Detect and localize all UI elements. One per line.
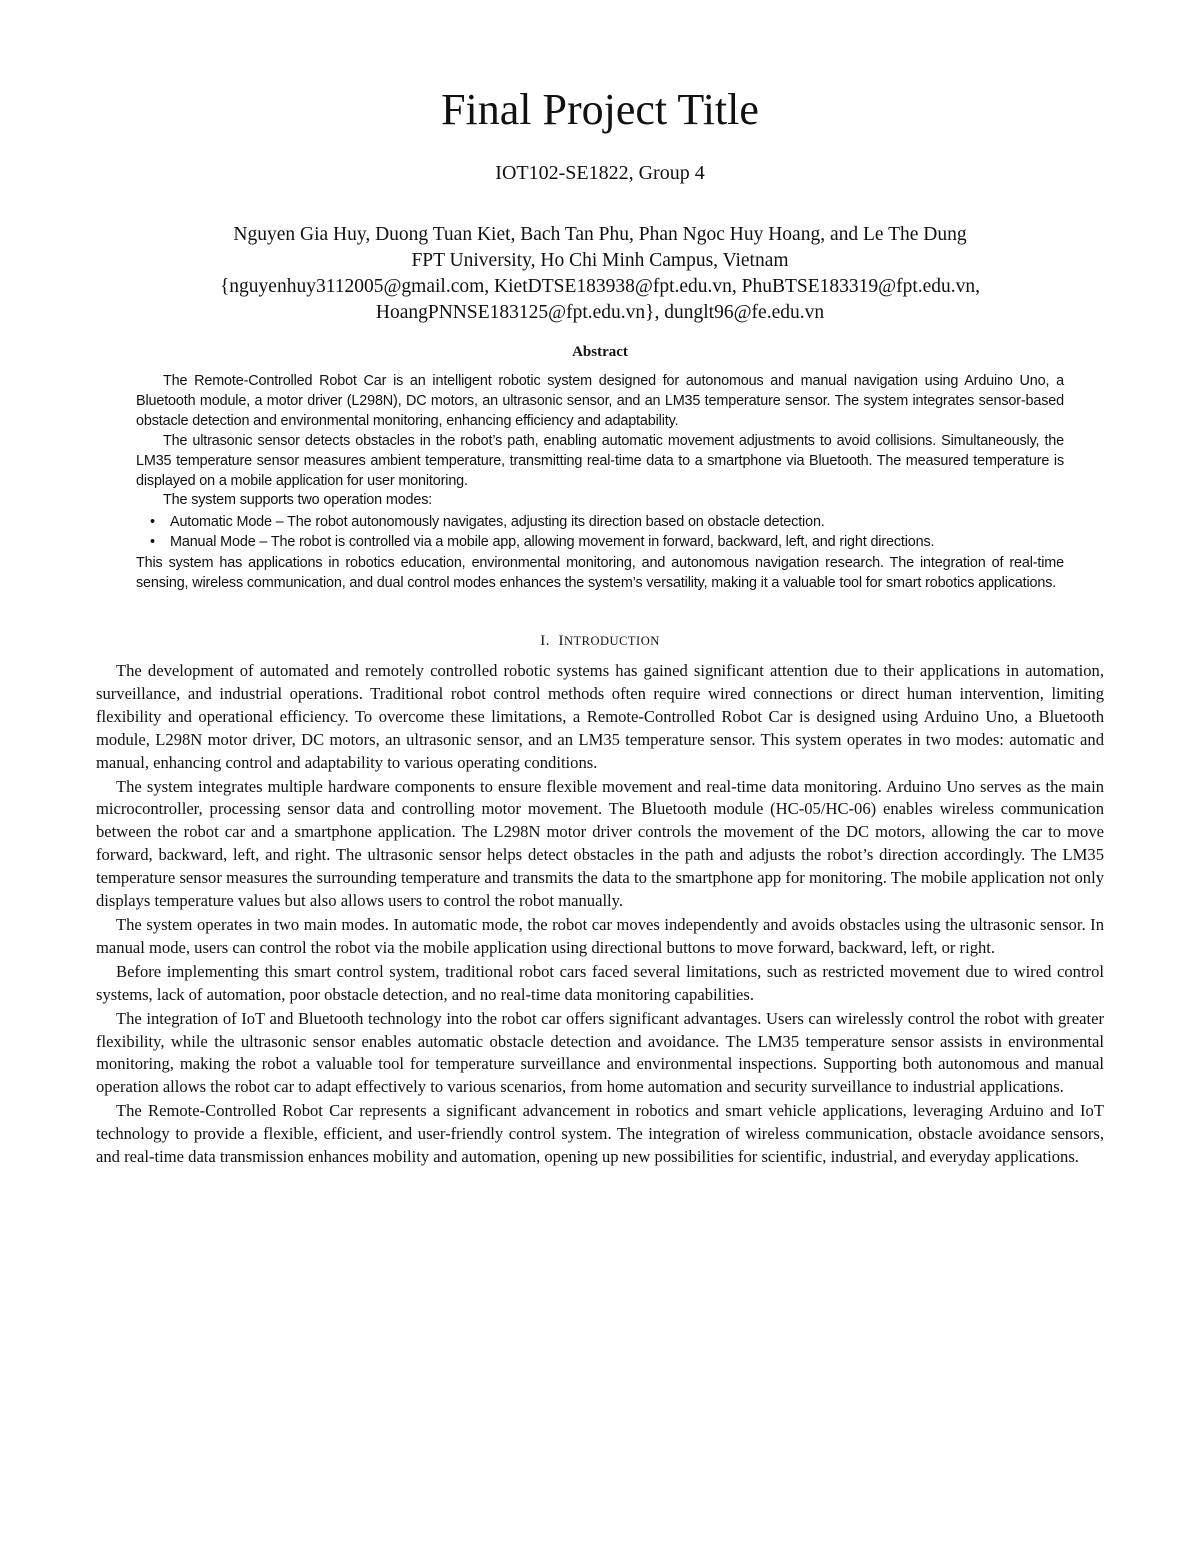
- section-title-initial: I: [558, 633, 564, 649]
- section-heading-introduction: [0, 630, 1200, 652]
- intro-paragraph-3: The system operates in two main modes. In automatic mode, the robot car moves independently and avoids obstacles using the ultrasonic sensor. In manual mode, users can control the robot via the mobile application using directional buttons to move forward, backward, left, or right.: [96, 914, 1104, 957]
- abstract-heading: Abstract: [572, 344, 628, 360]
- abstract-body: [136, 372, 1064, 594]
- introduction-body: [96, 660, 1104, 1170]
- section-number: I.: [540, 633, 550, 649]
- mode-manual: Manual Mode – The robot is controlled via a mobile app, allowing movement in forward, backward, left, and right directions.: [170, 534, 935, 551]
- intro-paragraph-2: The system integrates multiple hardware components to ensure flexible movement and real-time data monitoring. Arduino Uno serves as the main microcontroller, processing sensor data and controlling motor movement. The Bluetooth module (HC-05/HC-06) enables wireless communication between the robot car and a smartphone application. The L298N motor driver controls the movement of the DC motors, allowing the car to move forward, backward, left, and right. The ultrasonic sensor helps detect obstacles in the path and adjusts the robot’s direction accordingly. The LM35 temperature sensor measures the surrounding temperature and transmits the data to the smartphone app for monitoring. The mobile application not only displays temperature values but also allows users to control the robot manually.: [96, 776, 1104, 911]
- list-item: [136, 513, 1064, 533]
- bullet-icon: •: [150, 514, 155, 531]
- section-title-rest: NTRODUCTION: [563, 634, 660, 648]
- abstract-paragraph-3: The system supports two operation modes:: [163, 492, 433, 509]
- intro-paragraph-6: The Remote-Controlled Robot Car represents a significant advancement in robotics and smart vehicle applications, leveraging Arduino and IoT technology to provide a flexible, efficient, and user-friendly control system. The integration of wireless communication, obstacle avoidance sensors, and real-time data transmission enhances mobility and automation, opening up new possibilities for scientific, industrial, and everyday applications.: [96, 1101, 1104, 1167]
- mode-automatic: Automatic Mode – The robot autonomously navigates, adjusting its direction based on obstacle detection.: [170, 514, 825, 531]
- email-line-1: {nguyenhuy3112005@gmail.com, KietDTSE183938@fpt.edu.vn, PhuBTSE183319@fpt.edu.vn,: [219, 276, 981, 297]
- bullet-icon: •: [150, 534, 155, 551]
- intro-paragraph-5: The integration of IoT and Bluetooth technology into the robot car offers significant advantages. Users can wirelessly control the robot with greater flexibility, while the ultrasonic sensor enables automatic obstacle detection and avoidance. The LM35 temperature sensor assists in environmental monitoring, making the robot a valuable tool for temperature surveillance and environmental inspections. Supporting both autonomous and manual operation allows the robot car to adapt effectively to various scenarios, from home automation and security surveillance to industrial applications.: [96, 1008, 1104, 1097]
- author-names: Nguyen Gia Huy, Duong Tuan Kiet, Bach Tan Phu, Phan Ngoc Huy Hoang, and Le The Dung: [233, 224, 967, 245]
- email-line-2: HoangPNNSE183125@fpt.edu.vn}, dunglt96@fe.edu.vn: [375, 302, 825, 323]
- intro-paragraph-1: The development of automated and remotely controlled robotic systems has gained significant attention due to their applications in automation, surveillance, and industrial operations. Traditional robot control methods often require wired connections or direct human intervention, limiting flexibility and operational efficiency. To overcome these limitations, a Remote-Controlled Robot Car is designed using Arduino Uno, a Bluetooth module, L298N motor driver, DC motors, an ultrasonic sensor, and an LM35 temperature sensor. This system operates in two modes: automatic and manual, enhancing control and adaptability to various operating conditions.: [96, 661, 1104, 772]
- affiliation: FPT University, Ho Chi Minh Campus, Vietnam: [411, 250, 789, 271]
- paper-title: Final Project Title: [441, 85, 759, 134]
- mode-list: [136, 513, 1064, 553]
- abstract-paragraph-2: The ultrasonic sensor detects obstacles in the robot’s path, enabling automatic movement adjustments to avoid collisions. Simultaneously, the LM35 temperature sensor measures ambient temperature, transmitting real-time data to a smartphone via Bluetooth. The measured temperature is displayed on a mobile application for user monitoring.: [136, 432, 1064, 489]
- course-group-line: IOT102-SE1822, Group 4: [495, 162, 705, 184]
- abstract-paragraph-4: This system has applications in robotics education, environmental monitoring, and autonomous navigation research. The integration of real-time sensing, wireless communication, and dual control modes enhances the system’s versatility, making it a valuable tool for smart robotics applications.: [136, 555, 1064, 592]
- list-item: [136, 533, 1064, 553]
- abstract-paragraph-1: The Remote-Controlled Robot Car is an intelligent robotic system designed for autonomous and manual navigation using Arduino Uno, a Bluetooth module, a motor driver (L298N), DC motors, an ultrasonic sensor, and an LM35 temperature sensor. The system integrates sensor-based obstacle detection and environmental monitoring, enhancing efficiency and adaptability.: [136, 373, 1064, 429]
- author-block: [0, 222, 1200, 326]
- intro-paragraph-4: Before implementing this smart control system, traditional robot cars faced several limitations, such as restricted movement due to wired control systems, lack of automation, poor obstacle detection, and no real-time data monitoring capabilities.: [96, 961, 1104, 1004]
